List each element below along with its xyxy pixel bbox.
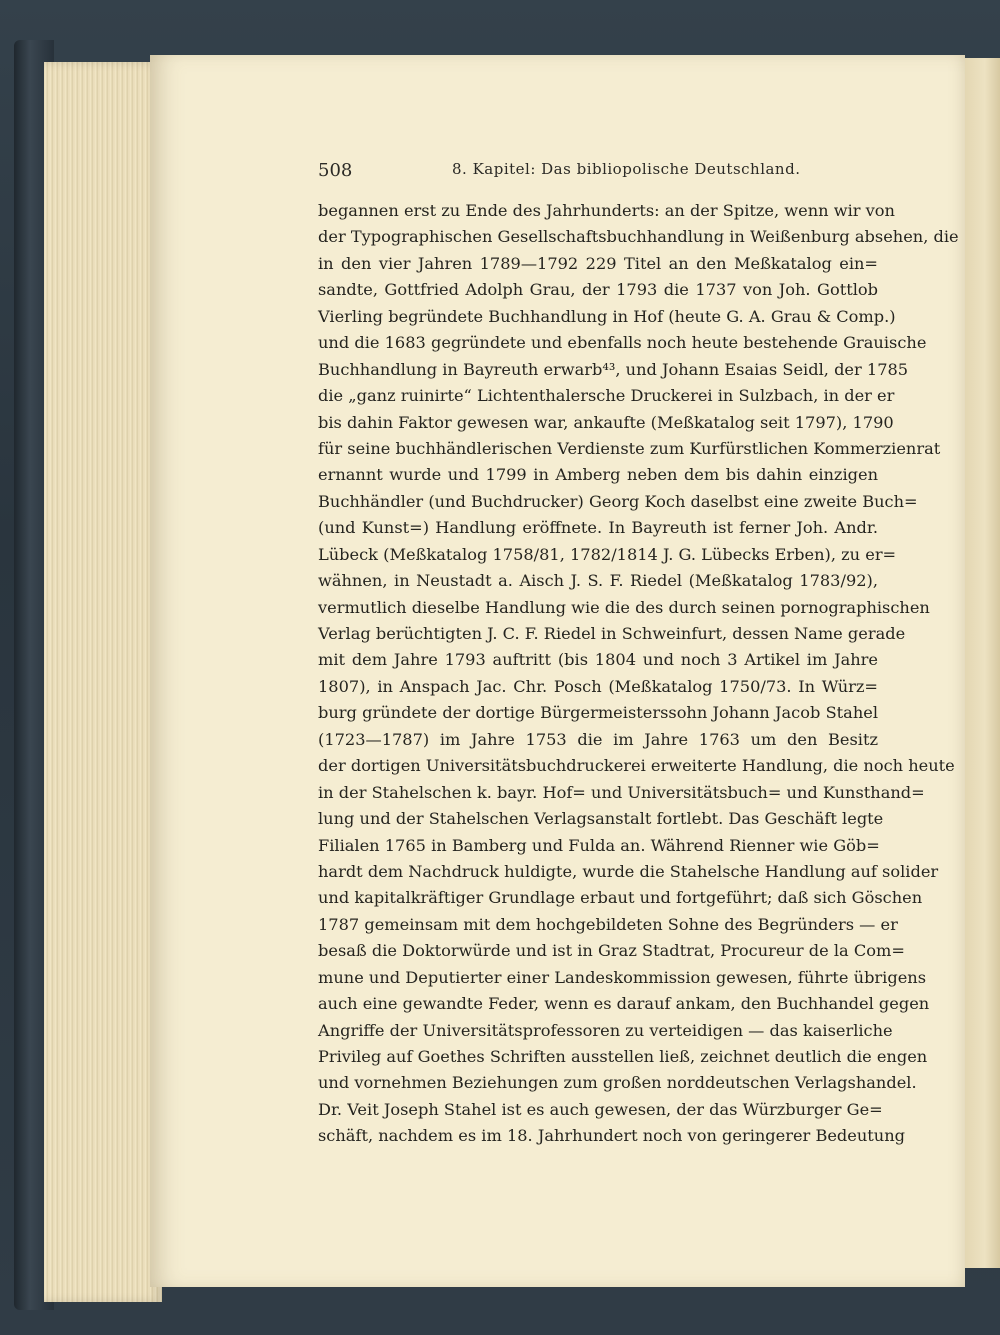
text-line: Dr. Veit Joseph Stahel ist es auch gewesen, der das Würzburger Ge= bbox=[318, 1099, 883, 1119]
text-line: burg gründete der dortige Bürgermeisterssohn Johann Jacob Stahel bbox=[318, 703, 878, 723]
text-line: hardt dem Nachdruck huldigte, wurde die Stahelsche Handlung auf solider bbox=[318, 861, 939, 881]
text-line: 1787 gemeinsam mit dem hochgebildeten Sohne des Begründers — er bbox=[318, 914, 898, 934]
running-head: 8. Kapitel: Das bibliopolische Deutschland. bbox=[452, 160, 801, 178]
facing-page-edge bbox=[962, 58, 1000, 1268]
text-line: Verlag berüchtigten J. C. F. Riedel in Schweinfurt, dessen Name gerade bbox=[318, 624, 906, 643]
text-line: in der Stahelschen k. bayr. Hof= und Universitätsbuch= und Kunsthand= bbox=[318, 782, 925, 802]
text-line: besaß die Doktorwürde und ist in Graz Stadtrat, Procureur de la Com= bbox=[318, 941, 905, 961]
text-line: 1807), in Anspach Jac. Chr. Posch (Meßkatalog 1750/73. In Würz= bbox=[318, 676, 878, 696]
page-header bbox=[318, 160, 878, 186]
body-text bbox=[318, 198, 959, 1150]
text-line: für seine buchhändlerischen Verdienste zum Kurfürstlichen Kommerzienrat bbox=[318, 438, 941, 458]
text-line: Privileg auf Goethes Schriften ausstellen ließ, zeichnet deutlich die engen bbox=[318, 1047, 928, 1066]
text-line: und die 1683 gegründete und ebenfalls noch heute bestehende Grauische bbox=[318, 333, 927, 353]
text-line: Lübeck (Meßkatalog 1758/81, 1782/1814 J. G. Lübecks Erben), zu er= bbox=[318, 544, 897, 564]
text-line: sandte, Gottfried Adolph Grau, der 1793 die 1737 von Joh. Gottlob bbox=[318, 280, 878, 300]
text-line: bis dahin Faktor gewesen war, ankaufte (Meßkatalog seit 1797), 1790 bbox=[318, 412, 894, 432]
text-line: in den vier Jahren 1789—1792 229 Titel an den Meßkatalog ein= bbox=[318, 253, 878, 273]
text-line: mit dem Jahre 1793 auftritt (bis 1804 und noch 3 Artikel im Jahre bbox=[318, 650, 878, 670]
text-line: Buchhandlung in Bayreuth erwarb⁴³, und Johann Esaias Seidl, der 1785 bbox=[318, 359, 909, 379]
text-line: vermutlich dieselbe Handlung wie die des durch seinen pornographischen bbox=[318, 597, 930, 617]
text-line: wähnen, in Neustadt a. Aisch J. S. F. Riedel (Meßkatalog 1783/92), bbox=[318, 571, 878, 591]
text-line: ernannt wurde und 1799 in Amberg neben dem bis dahin einzigen bbox=[318, 465, 878, 485]
page-edges bbox=[44, 62, 162, 1302]
text-line: schäft, nachdem es im 18. Jahrhundert noch von geringerer Bedeutung bbox=[318, 1126, 906, 1146]
text-line: begannen erst zu Ende des Jahrhunderts: an der Spitze, wenn wir von bbox=[318, 201, 895, 220]
text-line: und vornehmen Beziehungen zum großen norddeutschen Verlagshandel. bbox=[318, 1073, 917, 1093]
text-line: (1723—1787) im Jahre 1753 die im Jahre 1763 um den Besitz bbox=[318, 729, 878, 749]
page-number: 508 bbox=[318, 160, 353, 181]
text-line: mune und Deputierter einer Landeskommission gewesen, führte übrigens bbox=[318, 967, 927, 987]
text-line: lung und der Stahelschen Verlagsanstalt fortlebt. Das Geschäft legte bbox=[318, 809, 884, 829]
text-line: und kapitalkräftiger Grundlage erbaut und fortgeführt; daß sich Göschen bbox=[318, 888, 923, 908]
text-line: Angriffe der Universitätsprofessoren zu verteidigen — das kaiserliche bbox=[318, 1020, 893, 1040]
text-line: der Typographischen Gesellschaftsbuchhandlung in Weißenburg absehen, die bbox=[318, 227, 959, 247]
text-line: der dortigen Universitätsbuchdruckerei erweiterte Handlung, die noch heute bbox=[318, 756, 955, 776]
text-line: Filialen 1765 in Bamberg und Fulda an. Während Rienner wie Göb= bbox=[318, 835, 880, 855]
text-line: auch eine gewandte Feder, wenn es darauf ankam, den Buchhandel gegen bbox=[318, 994, 930, 1014]
text-line: (und Kunst=) Handlung eröffnete. In Bayreuth ist ferner Joh. Andr. bbox=[318, 518, 878, 538]
text-line: Buchhändler (und Buchdrucker) Georg Koch daselbst eine zweite Buch= bbox=[318, 491, 918, 511]
text-line: Vierling begründete Buchhandlung in Hof (heute G. A. Grau & Comp.) bbox=[318, 306, 896, 326]
text-line: die „ganz ruinirte“ Lichtenthalersche Druckerei in Sulzbach, in der er bbox=[318, 386, 895, 406]
